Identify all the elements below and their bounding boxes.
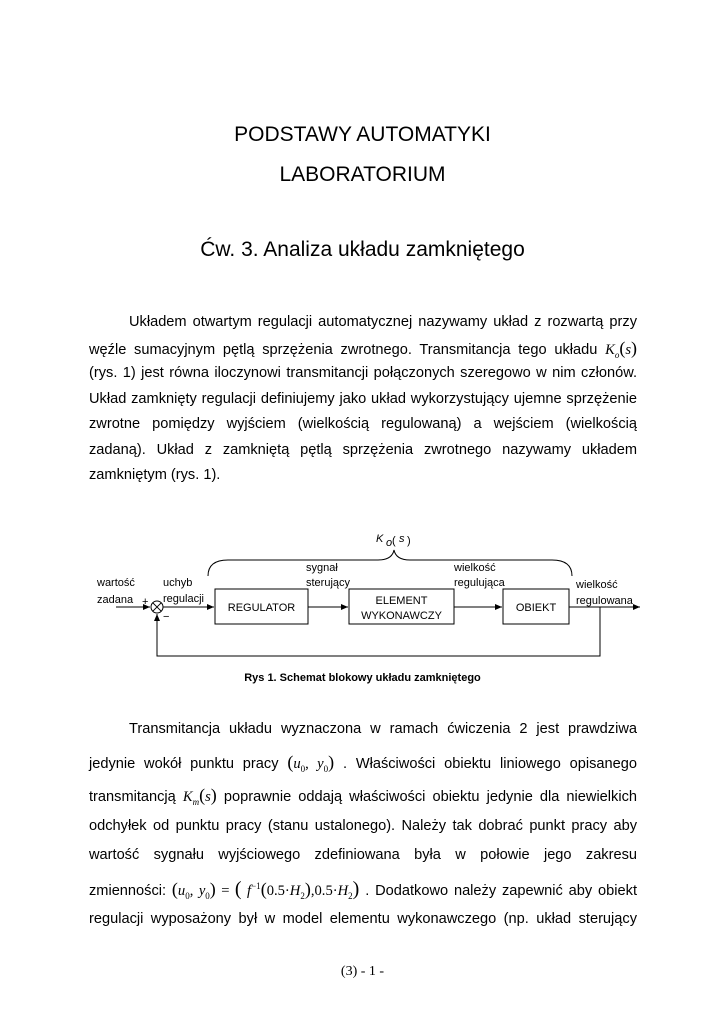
p1-line-5: zwrotne pomiędzy wyjściem (wielkością regulowaną) a wejściem (wielkością bbox=[89, 416, 637, 432]
paragraph-1 bbox=[89, 310, 637, 489]
p2-line-7: regulacji wyposażony był w model elementu wykonawczego (np. układ sterujący bbox=[89, 911, 637, 927]
paragraph-2 bbox=[89, 713, 637, 936]
input-label-2: zadana bbox=[97, 594, 134, 606]
object-label: OBIEKT bbox=[515, 602, 557, 614]
p1-line-2 bbox=[89, 336, 637, 362]
figure-caption: Rys 1. Schemat blokowy układu zamkniętego bbox=[244, 672, 481, 684]
diagram-Ko-arg: s bbox=[399, 533, 405, 545]
regulator-label: REGULATOR bbox=[227, 602, 296, 614]
brace bbox=[208, 550, 572, 576]
course-title: PODSTAWY AUTOMATYKI bbox=[234, 123, 491, 146]
p2-line-5: wartość sygnału wyjściowego zdefiniowana była w połowie jego zakresu bbox=[89, 847, 637, 863]
error-label-1: uchyb bbox=[163, 577, 193, 589]
p1-line-4: Układ zamknięty regulacji definiujemy jako układ wykorzystujący ujemne sprzężenie bbox=[89, 390, 637, 407]
formula-Ko-s: $K_o(s)$ bbox=[605, 337, 637, 360]
output-label-1: wielkość bbox=[576, 579, 618, 591]
p1-line-1: Układem otwartym regulacji automatycznej nazywamy układ z rozwartą przy bbox=[129, 314, 637, 330]
formula-operating-point: ($u_0$, $y_0$) = ( $f^{-1}(0.5\cdot H_2),0.5\cdot H_2$) bbox=[171, 877, 360, 901]
control-label-1: sygnał bbox=[306, 562, 338, 574]
manip-label-1: wielkość bbox=[454, 562, 496, 574]
error-label-2: regulacji bbox=[163, 593, 204, 605]
diagram-Ko-label: K bbox=[376, 533, 384, 545]
page-footer: (3) - 1 - bbox=[340, 964, 385, 979]
p1-line-2-text: węźle sumacyjnym pętlą sprzężenia zwrotnego. Transmitancja tego układu bbox=[89, 341, 598, 358]
p2-line-4: odchyłek od punktu pracy (stanu ustalonego). Należy tak dobrać punkt pracy aby bbox=[89, 818, 637, 834]
diagram-Ko-lparen: ( bbox=[392, 535, 396, 547]
p1-line-7: zamkniętym (rys. 1). bbox=[89, 467, 221, 483]
diagram-Ko-sub: o bbox=[386, 537, 393, 549]
minus-sign: − bbox=[163, 611, 170, 623]
course-subtitle: LABORATORIUM bbox=[279, 163, 446, 186]
p1-line-6: zadaną). Układ z zamkniętą pętlą sprzężenia zwrotnego nazywamy układem bbox=[89, 441, 637, 458]
p2-line-1: Transmitancja układu wyznaczona w ramach ćwiczenia 2 jest prawdziwa bbox=[129, 721, 637, 737]
output-label-2: regulowana bbox=[576, 595, 633, 607]
block-diagram bbox=[0, 520, 725, 660]
control-label-2: sterujący bbox=[306, 577, 351, 589]
diagram-Ko-rparen: ) bbox=[407, 535, 411, 547]
input-label-1: wartość bbox=[97, 577, 135, 589]
p1-line-3: (rys. 1) jest równa iloczynowi transmitancji połączonych szeregowo w nim członów. bbox=[89, 365, 637, 381]
plus-sign: + bbox=[142, 596, 149, 608]
p2-line-6: zmienności: ($u_0$, $y_0$) = ( $f^{-1}(0.5\cdot H_2),0.5\cdot H_2$) . Dodatkowo należy zapewnić aby obiekt bbox=[89, 877, 638, 901]
p2-line-3: transmitancją $K_m(s)$ poprawnie oddają właściwości obiektu jedynie dla niewielkich bbox=[89, 785, 637, 807]
formula-u0-y0: ($u_0$, $y_0$) bbox=[287, 752, 335, 774]
exercise-title: Ćw. 3. Analiza układu zamkniętego bbox=[200, 238, 525, 261]
p2-line-2: jedynie wokół punktu pracy ($u_0$, $y_0$) . Właściwości obiektu liniowego opisanego bbox=[89, 752, 637, 774]
formula-Km-s: $K_m(s)$ bbox=[182, 785, 217, 807]
manip-label-2: regulująca bbox=[454, 577, 505, 589]
element-label-1: ELEMENT bbox=[375, 595, 428, 607]
element-label-2: WYKONAWCZY bbox=[361, 610, 442, 622]
